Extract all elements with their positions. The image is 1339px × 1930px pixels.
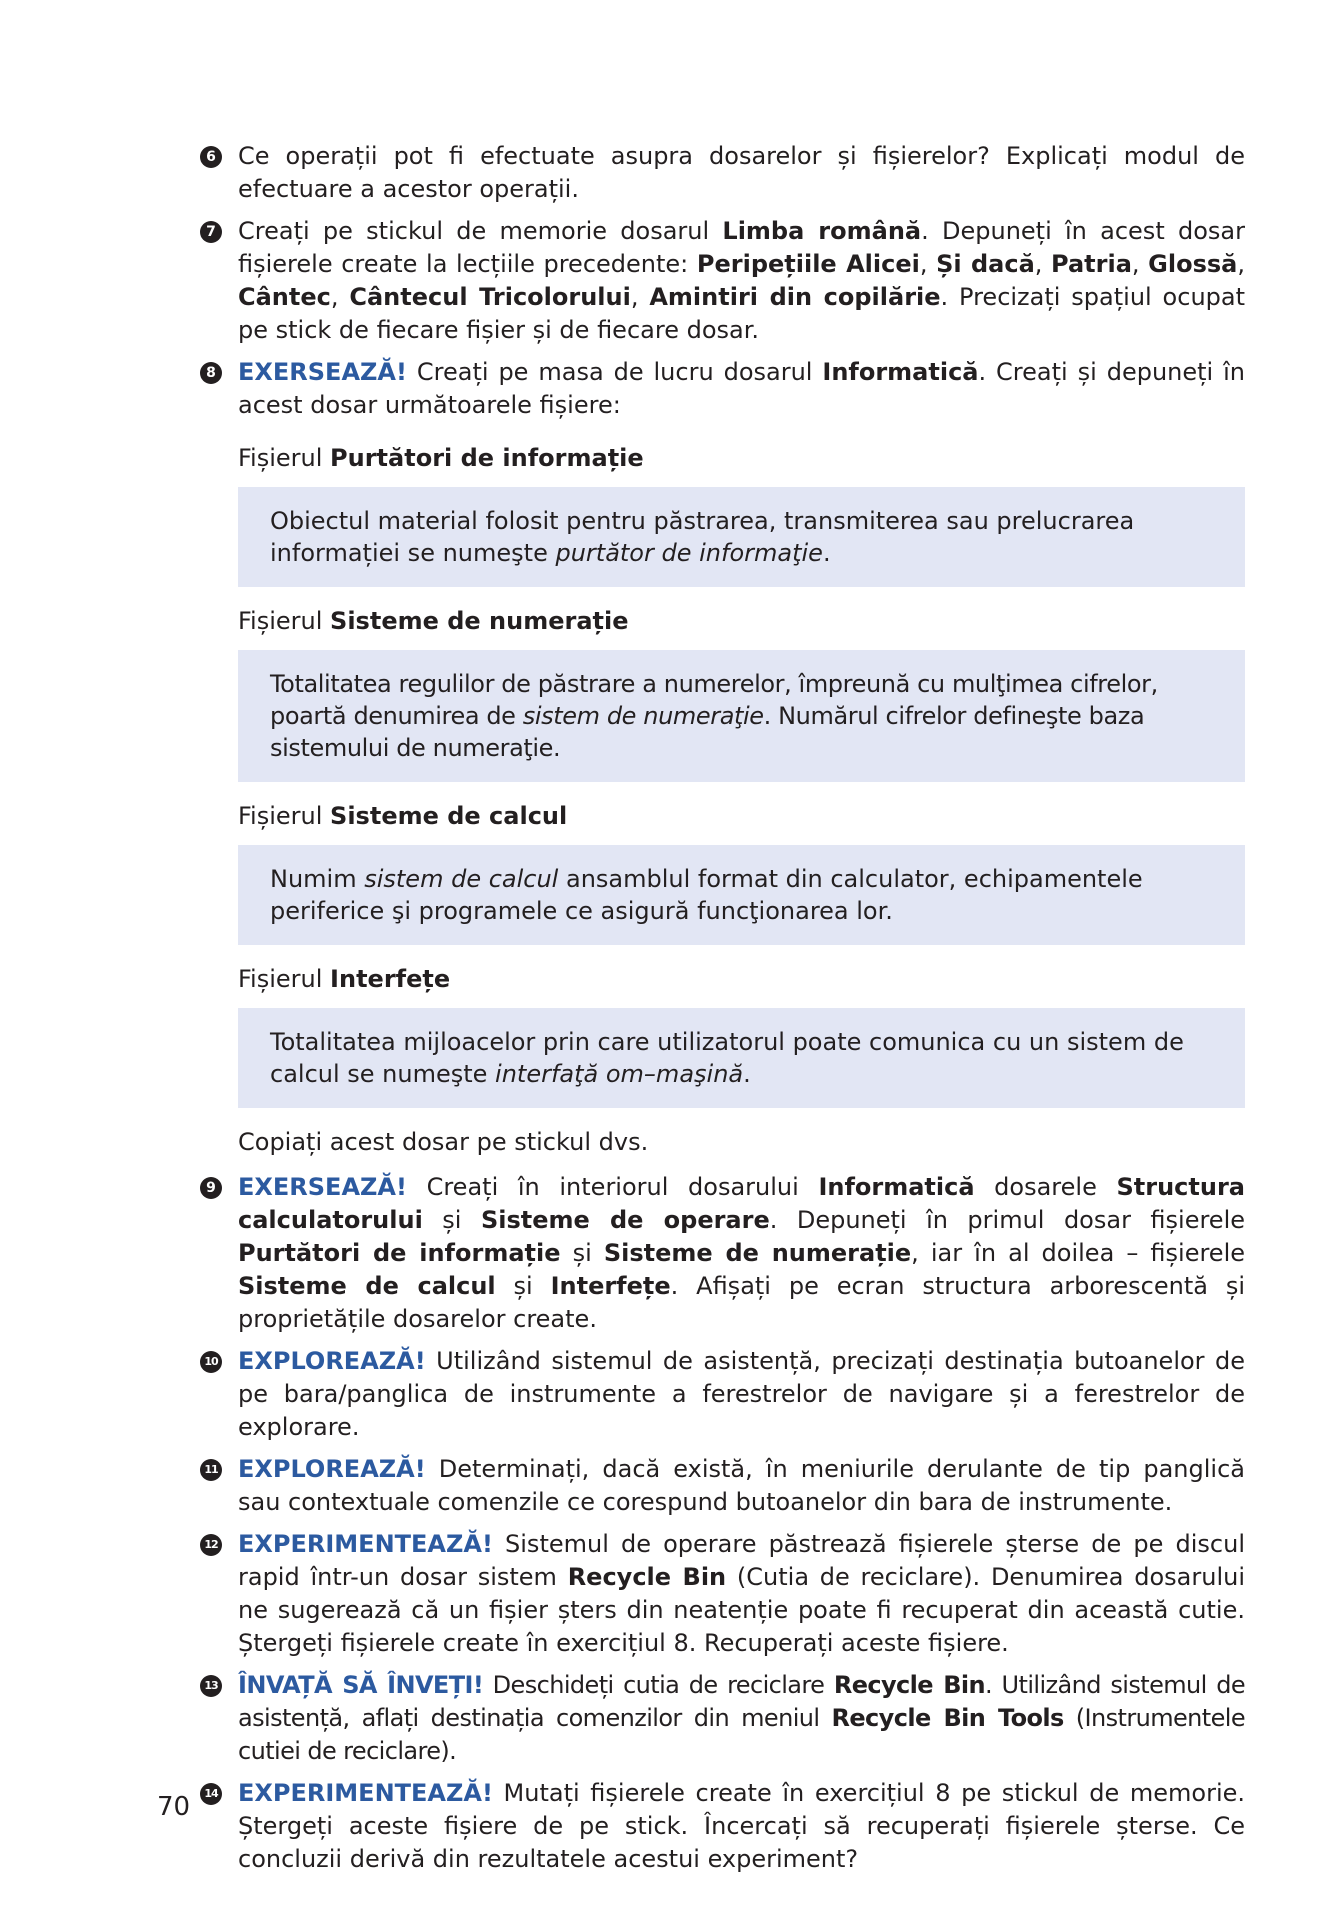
bold-term: Interfețe — [550, 1272, 671, 1300]
file-prefix: Fișierul — [238, 607, 331, 635]
exercise-14 — [200, 1777, 1245, 1876]
file-title — [238, 442, 1245, 475]
text-run: . Depuneți în acest dosar fișierele create la lecțiile precedente: — [238, 217, 1245, 278]
definition-box — [238, 650, 1245, 782]
text-run: , iar în al doilea – fișierele — [911, 1239, 1246, 1267]
bold-term: Peripețiile Alicei — [696, 250, 920, 278]
exercise-number: 9 — [200, 1177, 222, 1199]
exercise-9 — [200, 1171, 1245, 1336]
page-number: 70 — [157, 1792, 191, 1822]
bold-term: Glossă — [1148, 250, 1238, 278]
exercise-7 — [200, 215, 1245, 347]
text-run: , — [919, 250, 937, 278]
exercise-number: 7 — [200, 221, 222, 243]
text-run: Sistemul de operare păstrează fișierele șterse de pe discul rapid într-un dosar sistem — [238, 1530, 1245, 1591]
text-run: și — [422, 1206, 481, 1234]
text-run: , — [1237, 250, 1245, 278]
exercise-number: 13 — [200, 1675, 222, 1697]
file-prefix: Fișierul — [238, 802, 331, 830]
text-run: dosarele — [974, 1173, 1117, 1201]
file-prefix: Fișierul — [238, 965, 331, 993]
text-run: . Depuneți în primul dosar fișierele — [769, 1206, 1246, 1234]
text-run: Totalitatea regulilor de păstrare a numerelor, împreună cu mulţimea cifrelor, poartă denumirea de — [270, 670, 1158, 730]
exercise-keyword: EXERSEAZĂ! — [238, 1173, 407, 1201]
text-run: Creați pe masa de lucru dosarul — [406, 358, 823, 386]
bold-term: Cântec — [238, 283, 331, 311]
text-run: Deschideți cutia de reciclare — [483, 1671, 834, 1699]
file-name: Interfețe — [330, 965, 451, 993]
exercise-8 — [200, 356, 1245, 1159]
bold-term: Recycle Bin Tools — [831, 1704, 1064, 1732]
text-run: Numim — [270, 865, 365, 893]
exercise-keyword: EXPERIMENTEAZĂ! — [238, 1530, 493, 1558]
bold-term: Informatică — [822, 358, 979, 386]
bold-term: Sisteme de calcul — [238, 1272, 496, 1300]
text-run: . Afișați pe ecran structura arborescentă și proprietățile dosarelor create. — [238, 1272, 1245, 1333]
bold-term: Patria — [1051, 250, 1132, 278]
file-prefix: Fișierul — [238, 444, 331, 472]
page-content — [200, 140, 1245, 1885]
text-run: . Creați și depuneți în acest dosar următoarele fișiere: — [238, 358, 1246, 419]
bold-term: Recycle Bin — [833, 1671, 986, 1699]
bold-term: Amintiri din copilărie — [649, 283, 941, 311]
text-run: Utilizând sistemul de asistență, precizați destinația butoanelor de pe bara/panglica de instrumente a ferestrelor de navigare și a ferestrelor de explorare. — [238, 1347, 1245, 1441]
text-run: ansamblul format din calculator, echipamentele periferice şi programele ce asigură funcţionarea lor. — [270, 865, 1143, 925]
bold-term: Cântecul Tricolorului — [349, 283, 631, 311]
text-run: Totalitatea mijloacelor prin care utilizatorul poate comunica cu un sistem de calcul se numeşte — [270, 1028, 1184, 1088]
text-run: (Instrumentele cutiei de reciclare). — [238, 1704, 1245, 1765]
italic-term: purtător de informaţie — [555, 539, 823, 567]
text-run: , — [330, 283, 350, 311]
bold-term: Recycle Bin — [567, 1563, 727, 1591]
exercise-number: 12 — [200, 1534, 222, 1556]
text-run: Creați pe stickul de memorie dosarul — [238, 217, 723, 245]
bold-term: Limba română — [722, 217, 922, 245]
closing-instruction: Copiați acest dosar pe stickul dvs. — [238, 1128, 649, 1156]
definition-box — [238, 487, 1245, 587]
text-run: Mutați fișierele create în exercițiul 8 pe stickul de memorie. Ștergeți aceste fișiere de pe stick. Încercați să recuperați fișierele șterse. Ce concluzii derivă din rezultatele acestui experiment? — [238, 1779, 1245, 1873]
text-run: Determinați, dacă există, în meniurile derulante de tip panglică sau contextuale comenzile ce corespund butoanelor din bara de instrumente. — [238, 1455, 1245, 1516]
text-run: și — [495, 1272, 551, 1300]
text-run: . Utilizând sistemul de asistență, aflați destinația comenzilor din meniul — [238, 1671, 1246, 1732]
text-run: . — [743, 1060, 751, 1088]
text-run: . — [822, 539, 831, 567]
definition-box — [238, 845, 1245, 945]
bold-term: Și dacă — [936, 250, 1035, 278]
exercise-13 — [200, 1669, 1245, 1768]
exercise-keyword: EXPLOREAZĂ! — [238, 1455, 426, 1483]
bold-term: Sisteme de numerație — [603, 1239, 912, 1267]
text-run: (Cutia de reciclare). Denumirea dosarului ne sugerează că un fișier șters din neatenție poate fi recuperat din această cutie. Ștergeți fișierele create în exercițiul 8. Recuperați aceste fișiere. — [238, 1563, 1245, 1657]
text-run: Creați în interiorul dosarului — [406, 1173, 819, 1201]
bold-term: Purtători de informație — [238, 1239, 561, 1267]
italic-term: interfaţă om–maşină — [495, 1060, 744, 1088]
file-title — [238, 963, 1245, 996]
exercise-number: 10 — [200, 1351, 222, 1373]
bold-term: Structura calculatorului — [238, 1173, 1245, 1234]
exercise-keyword: EXERSEAZĂ! — [238, 358, 407, 386]
file-name: Sisteme de numerație — [330, 607, 629, 635]
exercise-10 — [200, 1345, 1245, 1444]
text-run: și — [560, 1239, 604, 1267]
file-title — [238, 605, 1245, 638]
text-run: , — [1034, 250, 1052, 278]
italic-term: sistem de numeraţie — [522, 702, 764, 730]
file-name: Sisteme de calcul — [330, 802, 568, 830]
exercise-keyword: EXPERIMENTEAZĂ! — [238, 1779, 493, 1807]
exercise-number: 11 — [200, 1459, 222, 1481]
exercise-keyword: EXPLOREAZĂ! — [238, 1347, 426, 1375]
exercise-number: 8 — [200, 362, 222, 384]
text-run: Obiectul material folosit pentru păstrarea, transmiterea sau prelucrarea informației se numeşte — [270, 507, 1135, 567]
exercise-12 — [200, 1528, 1245, 1660]
bold-term: Informatică — [818, 1173, 975, 1201]
definition-box — [238, 1008, 1245, 1108]
text-run: . Precizați spațiul ocupat pe stick de fiecare fișier și de fiecare dosar. — [238, 283, 1245, 344]
text-run: . Numărul cifrelor defineşte baza sistemului de numeraţie. — [270, 702, 1145, 762]
file-title — [238, 800, 1245, 833]
exercise-number: 14 — [200, 1783, 222, 1805]
text-run: , — [1131, 250, 1149, 278]
exercise-6 — [200, 140, 1245, 206]
exercise-number: 6 — [200, 146, 222, 168]
exercise-keyword: ÎNVAȚĂ SĂ ÎNVEȚI! — [238, 1671, 484, 1699]
italic-term: sistem de calcul — [364, 865, 559, 893]
exercise-11 — [200, 1453, 1245, 1519]
text-run: , — [630, 283, 650, 311]
file-name: Purtători de informație — [330, 444, 644, 472]
exercise-text: Ce operații pot fi efectuate asupra dosarelor și fișierelor? Explicați modul de efectuare a acestor operații. — [238, 142, 1245, 203]
bold-term: Sisteme de operare — [480, 1206, 770, 1234]
